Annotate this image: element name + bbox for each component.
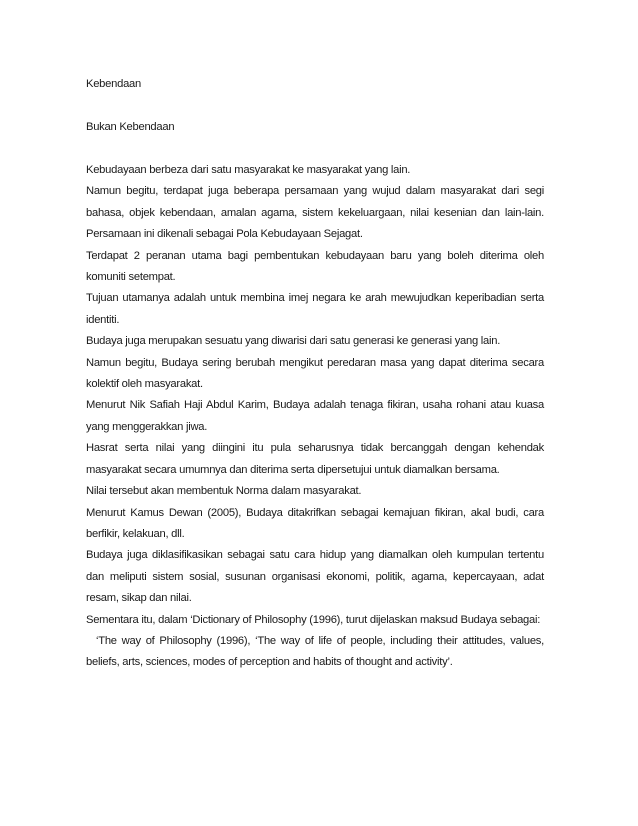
section-heading-kebendaan: Kebendaan xyxy=(86,78,141,90)
document-body xyxy=(86,74,544,674)
paragraph: Namun begitu, terdapat juga beberapa persamaan yang wujud dalam masyarakat dari segi bahasa, objek kebendaan, amalan agama, sistem kekeluargaan, nilai kesenian dan lain-lain. Persamaan ini dikenali sebagai Pola Kebudayaan Sejagat. xyxy=(86,185,544,241)
paragraph: Budaya juga diklasifikasikan sebagai satu cara hidup yang diamalkan oleh kumpulan tertentu dan meliputi sistem sosial, susunan organisasi ekonomi, politik, agama, kepercayaan, adat resam, sikap dan nilai. xyxy=(86,549,544,605)
section-heading-bukan-kebendaan: Bukan Kebendaan xyxy=(86,121,175,133)
paragraph: Nilai tersebut akan membentuk Norma dalam masyarakat. xyxy=(86,485,362,498)
paragraph: Menurut Kamus Dewan (2005), Budaya ditakrifkan sebagai kemajuan fikiran, akal budi, cara berfikir, kelakuan, dll. xyxy=(86,506,544,540)
paragraph: Hasrat serta nilai yang diingini itu pula seharusnya tidak bercanggah dengan kehendak masyarakat secara umumnya dan diterima serta dipersetujui untuk diamalkan bersama. xyxy=(86,442,544,476)
paragraph: Sementara itu, dalam ‘Dictionary of Philosophy (1996), turut dijelaskan maksud Budaya sebagai: xyxy=(86,613,541,626)
paragraph: Kebudayaan berbeza dari satu masyarakat ke masyarakat yang lain. xyxy=(86,164,411,176)
paragraph: Tujuan utamanya adalah untuk membina imej negara ke arah mewujudkan keperibadian serta identiti. xyxy=(86,292,544,326)
paragraph: Terdapat 2 peranan utama bagi pembentukan kebudayaan baru yang boleh diterima oleh komuniti setempat. xyxy=(86,249,544,284)
paragraph: Namun begitu, Budaya sering berubah mengikut peredaran masa yang dapat diterima secara kolektif oleh masyarakat. xyxy=(86,356,544,391)
paragraph: Menurut Nik Safiah Haji Abdul Karim, Budaya adalah tenaga fikiran, usaha rohani atau kuasa yang menggerakkan jiwa. xyxy=(86,399,544,433)
quoted-definition: ‘The way of Philosophy (1996), ‘The way of life of people, including their attitudes, values, beliefs, arts, sciences, modes of perception and habits of thought and activity’. xyxy=(86,634,544,669)
paragraph: Budaya juga merupakan sesuatu yang diwarisi dari satu generasi ke generasi yang lain. xyxy=(86,335,501,348)
